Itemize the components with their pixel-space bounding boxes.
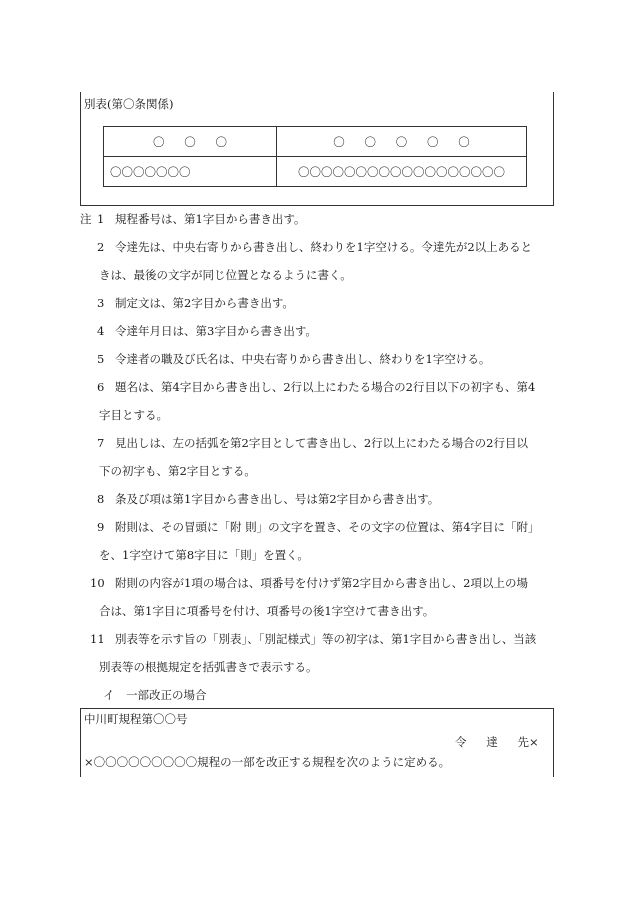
note-text: きは、最後の文字が同じ位置となるように書く。 xyxy=(99,268,352,282)
note-number: 4 xyxy=(97,324,105,338)
note-text: 令達先は、中央右寄りから書き出し、終わりを1字空ける。令達先が2以上あると xyxy=(115,240,533,254)
notes-prefix: 注 xyxy=(80,212,92,226)
recipient: 令 達 先× xyxy=(455,735,539,749)
note-text: 題名は、第4字目から書き出し、2行以上にわたる場合の2行目以下の初字も、第4 xyxy=(115,380,536,394)
note-text: 附則の内容が1項の場合は、項番号を付けず第2字目から書き出し、2項以上の場 xyxy=(115,576,528,590)
note-text: 規程番号は、第1字目から書き出す。 xyxy=(115,212,306,226)
note-text: 別表等の根拠規定を括弧書きで表示する。 xyxy=(99,660,318,674)
note-number: 1 xyxy=(97,212,105,226)
note-text: 字目とする。 xyxy=(99,408,168,422)
note-number: 9 xyxy=(97,520,105,534)
table-cell: 〇〇〇〇〇〇〇〇〇〇〇〇〇〇〇〇〇〇 xyxy=(277,157,527,187)
table-cell: 〇〇〇〇〇〇〇 xyxy=(104,157,277,187)
note-text: 別表等を示す旨の「別表」、「別記様式」等の初字は、第1字目から書き出し、当該 xyxy=(115,632,537,646)
enactment-text: ×〇〇〇〇〇〇〇〇〇規程の一部を改正する規程を次のように定める。 xyxy=(84,755,451,769)
note-text: 附則は、その冒頭に「附 則」の文字を置き、その文字の位置は、第4字目に「附」 xyxy=(115,520,540,534)
note-text: 制定文は、第2字目から書き出す。 xyxy=(115,296,294,310)
note-number: 6 xyxy=(97,380,105,394)
note-number: 3 xyxy=(97,296,105,310)
table-row xyxy=(104,157,527,187)
note-number: 10 xyxy=(90,576,105,590)
note-number: 5 xyxy=(97,352,105,366)
note-text: 令達年月日は、第3字目から書き出す。 xyxy=(115,324,317,338)
table-header-cell: 〇 〇 〇 〇 〇 xyxy=(277,127,527,157)
note-text: を、1字空けて第8字目に「則」を置く。 xyxy=(99,548,309,562)
note-number: 8 xyxy=(97,492,105,506)
note-number: 7 xyxy=(97,436,105,450)
beppyo-title: 別表(第〇条関係) xyxy=(84,97,174,111)
table-row xyxy=(104,127,527,157)
note-number: 2 xyxy=(97,240,105,254)
table-header-cell: 〇 〇 〇 xyxy=(104,127,277,157)
section-label: イ xyxy=(103,688,115,702)
note-number: 11 xyxy=(90,632,105,646)
note-text: 合は、第1字目に項番号を付け、項番号の後1字空けて書き出す。 xyxy=(99,604,435,618)
section-title: 一部改正の場合 xyxy=(126,688,207,702)
note-text: 令達者の職及び氏名は、中央右寄りから書き出し、終わりを1字空ける。 xyxy=(115,352,491,366)
note-text: 見出しは、左の括弧を第2字目として書き出し、2行以上にわたる場合の2行目以 xyxy=(115,436,528,450)
note-text: 下の初字も、第2字目とする。 xyxy=(99,464,256,478)
rule-number: 中川町規程第〇〇号 xyxy=(84,712,188,726)
note-text: 条及び項は第1字目から書き出し、号は第2字目から書き出す。 xyxy=(115,492,440,506)
beppyo-table xyxy=(103,126,527,187)
